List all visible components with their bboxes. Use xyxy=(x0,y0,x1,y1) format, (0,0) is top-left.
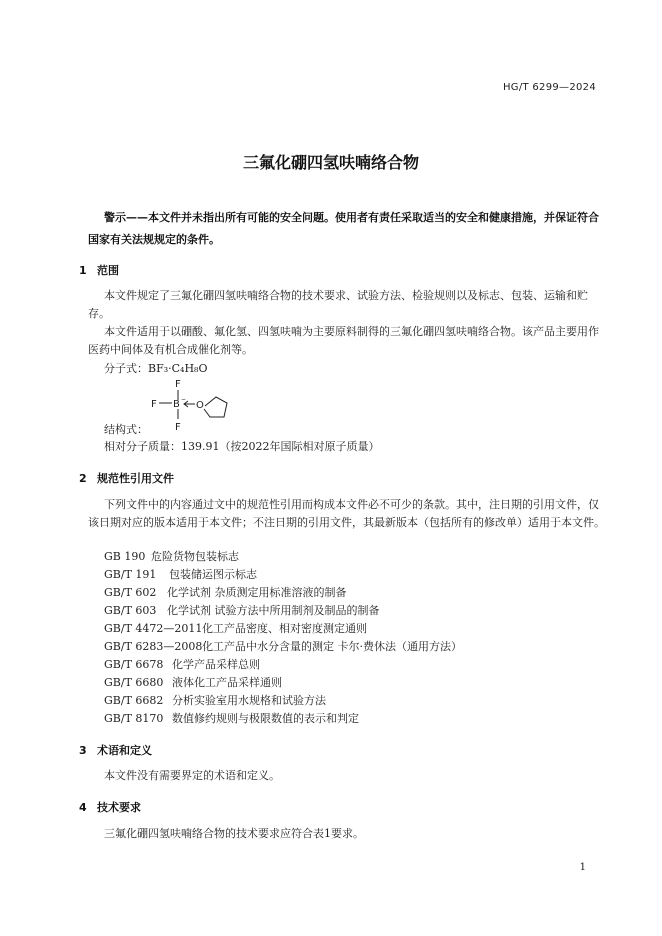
molecular-weight: 相对分子质量：139.91（按2022年国际相对原子质量） xyxy=(104,440,380,453)
standard-code: HG/T 6299—2024 xyxy=(502,82,596,93)
section-number: 2 xyxy=(79,472,87,485)
scope-paragraph-1: 本文件规定了三氟化硼四氢呋喃络合物的技术要求、试验方法、检验规则以及标志、包装、运输和贮存。 xyxy=(88,289,588,320)
boron-atom: B xyxy=(173,399,180,410)
reference-item xyxy=(104,584,347,600)
reference-code: GB/T 602 xyxy=(104,586,157,599)
section-title: 技术要求 xyxy=(97,801,141,814)
terms-paragraph: 本文件没有需要界定的术语和定义。 xyxy=(104,769,280,782)
section-2-heading xyxy=(79,470,174,486)
fluorine-atom-bottom: F xyxy=(175,422,181,433)
tech-requirements-paragraph: 三氟化硼四氢呋喃络合物的技术要求应符合表1要求。 xyxy=(104,827,364,840)
reference-title: 化工产品中水分含量的测定 卡尔·费休法（通用方法） xyxy=(202,640,462,653)
reference-item xyxy=(104,656,260,672)
section-number: 4 xyxy=(79,801,87,814)
fluorine-atom-top: F xyxy=(175,379,181,390)
references-intro: 下列文件中的内容通过文中的规范性引用而构成本文件必不可少的条款。其中，注日期的引用文件，仅该日期对应的版本适用于本文件；不注日期的引用文件，其最新版本（包括所有的修改单）适用于本文件。 xyxy=(88,498,605,529)
reference-code: GB/T 6680 xyxy=(104,676,164,689)
reference-code: GB/T 4472—2011 xyxy=(104,622,203,635)
section-number: 1 xyxy=(79,264,87,277)
section-3-heading xyxy=(79,742,152,758)
section-4-heading xyxy=(79,799,141,815)
fluorine-atom-left: F xyxy=(151,399,157,410)
molecular-formula: 分子式：BF₃·C₄H₈O xyxy=(104,362,208,375)
reference-title: 危险货物包装标志 xyxy=(151,550,239,563)
reference-title: 包装储运图示标志 xyxy=(169,568,257,581)
reference-title: 化学产品采样总则 xyxy=(172,658,260,671)
document-title: 三氟化硼四氢呋喃络合物 xyxy=(242,153,419,172)
section-1-heading xyxy=(79,262,119,278)
reference-code: GB/T 8170 xyxy=(104,712,164,725)
section-number: 3 xyxy=(79,744,87,757)
reference-item xyxy=(104,692,326,708)
structure-label: 结构式： xyxy=(104,423,148,436)
reference-code: GB/T 603 xyxy=(104,604,157,617)
reference-code: GB/T 191 xyxy=(104,568,157,581)
reference-title: 数值修约规则与极限数值的表示和判定 xyxy=(172,712,359,725)
reference-title: 化学试剂 试验方法中所用制剂及制品的制备 xyxy=(167,604,380,617)
page-number: 1 xyxy=(579,862,586,873)
oxygen-atom: O xyxy=(196,400,204,411)
reference-title: 液体化工产品采样通则 xyxy=(172,676,282,689)
reference-item xyxy=(104,638,462,654)
reference-title: 化学试剂 杂质测定用标准溶液的制备 xyxy=(167,586,347,599)
structural-formula-diagram xyxy=(148,376,238,446)
reference-code: GB 190 xyxy=(104,550,146,563)
reference-code: GB/T 6682 xyxy=(104,694,164,707)
thf-ring xyxy=(204,397,227,417)
reference-code: GB/T 6678 xyxy=(104,658,164,671)
reference-item xyxy=(104,710,359,726)
reference-title: 分析实验室用水规格和试验方法 xyxy=(172,694,326,707)
section-title: 规范性引用文件 xyxy=(97,472,174,485)
reference-item xyxy=(104,566,257,582)
scope-paragraph-2: 本文件适用于以硼酸、氟化氢、四氢呋喃为主要原料制得的三氟化硼四氢呋喃络合物。该产品主要用作医药中间体及有机合成催化剂等。 xyxy=(88,325,599,356)
boron-charge: − xyxy=(181,396,187,403)
reference-item xyxy=(104,602,380,618)
reference-item xyxy=(104,620,367,636)
reference-title: 化工产品密度、相对密度测定通则 xyxy=(202,622,367,635)
reference-item xyxy=(104,674,282,690)
reference-code: GB/T 6283—2008 xyxy=(104,640,203,653)
reference-item xyxy=(104,548,239,564)
section-title: 范围 xyxy=(97,264,119,277)
section-title: 术语和定义 xyxy=(97,744,152,757)
warning-paragraph: 警示——本文件并未指出所有可能的安全问题。使用者有责任采取适当的安全和健康措施，并保证符合国家有关法规规定的条件。 xyxy=(88,211,599,246)
